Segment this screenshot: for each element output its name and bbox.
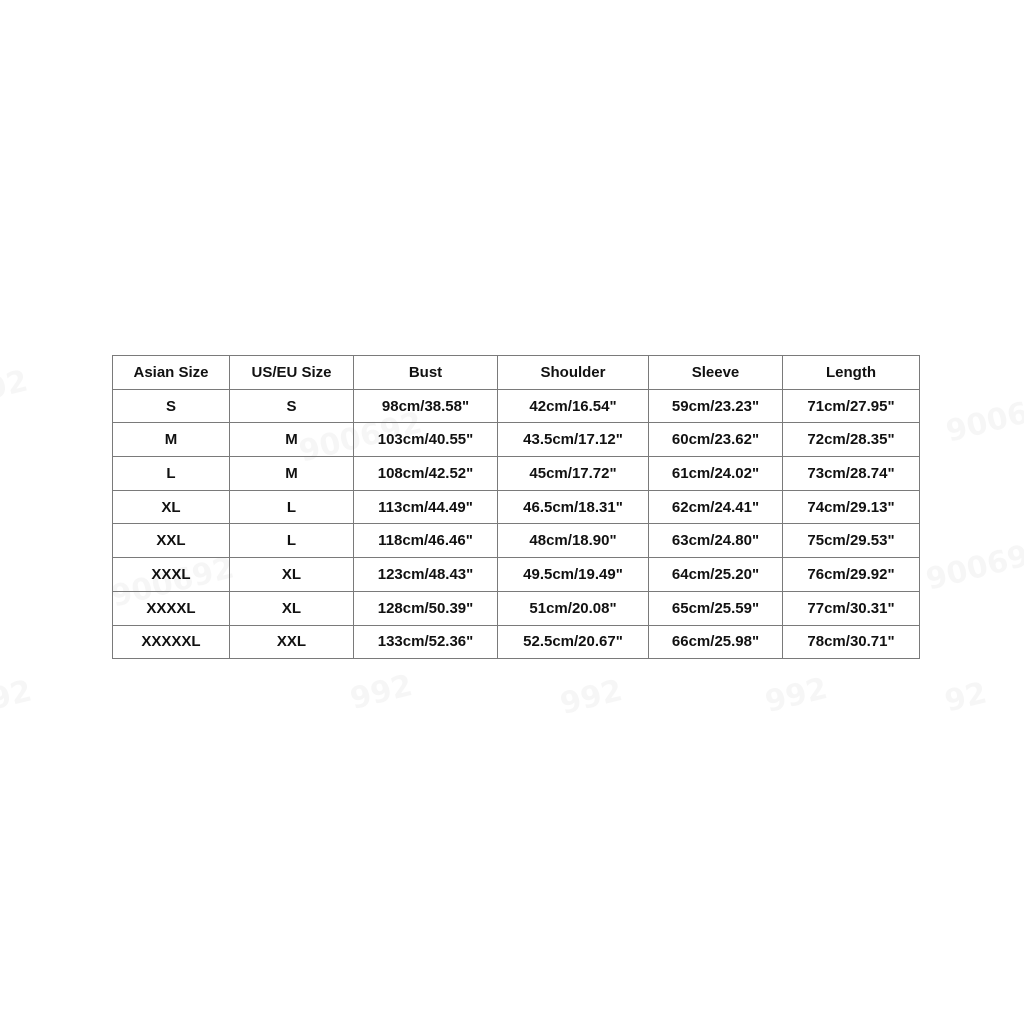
cell-sleeve: 63cm/24.80"	[649, 524, 783, 558]
cell-us-eu-size: S	[230, 389, 354, 423]
size-chart-table	[112, 355, 920, 659]
header-row	[113, 356, 920, 390]
header-bust: Bust	[354, 356, 498, 390]
cell-shoulder: 45cm/17.72"	[498, 457, 649, 491]
cell-us-eu-size: M	[230, 423, 354, 457]
cell-sleeve: 64cm/25.20"	[649, 558, 783, 592]
cell-bust: 98cm/38.58"	[354, 389, 498, 423]
cell-sleeve: 65cm/25.59"	[649, 591, 783, 625]
table-row	[113, 558, 920, 592]
cell-bust: 118cm/46.46"	[354, 524, 498, 558]
cell-shoulder: 43.5cm/17.12"	[498, 423, 649, 457]
table-row	[113, 524, 920, 558]
cell-shoulder: 49.5cm/19.49"	[498, 558, 649, 592]
table-row	[113, 457, 920, 491]
cell-shoulder: 51cm/20.08"	[498, 591, 649, 625]
watermark	[347, 668, 416, 717]
cell-length: 77cm/30.31"	[783, 591, 920, 625]
cell-us-eu-size: XXL	[230, 625, 354, 659]
watermark	[923, 533, 1024, 597]
cell-asian-size: S	[113, 389, 230, 423]
cell-asian-size: XL	[113, 490, 230, 524]
cell-asian-size: XXL	[113, 524, 230, 558]
cell-us-eu-size: L	[230, 524, 354, 558]
table-row	[113, 591, 920, 625]
cell-length: 75cm/29.53"	[783, 524, 920, 558]
cell-asian-size: XXXXXL	[113, 625, 230, 659]
cell-asian-size: XXXL	[113, 558, 230, 592]
cell-sleeve: 59cm/23.23"	[649, 389, 783, 423]
cell-shoulder: 52.5cm/20.67"	[498, 625, 649, 659]
cell-sleeve: 62cm/24.41"	[649, 490, 783, 524]
table-row	[113, 490, 920, 524]
cell-sleeve: 61cm/24.02"	[649, 457, 783, 491]
cell-us-eu-size: L	[230, 490, 354, 524]
header-shoulder: Shoulder	[498, 356, 649, 390]
cell-shoulder: 42cm/16.54"	[498, 389, 649, 423]
header-sleeve: Sleeve	[649, 356, 783, 390]
cell-sleeve: 60cm/23.62"	[649, 423, 783, 457]
cell-bust: 128cm/50.39"	[354, 591, 498, 625]
cell-asian-size: XXXXL	[113, 591, 230, 625]
watermark	[557, 673, 626, 722]
cell-asian-size: L	[113, 457, 230, 491]
table-row	[113, 389, 920, 423]
cell-length: 76cm/29.92"	[783, 558, 920, 592]
header-asian-size: Asian Size	[113, 356, 230, 390]
watermark	[762, 671, 831, 720]
cell-sleeve: 66cm/25.98"	[649, 625, 783, 659]
watermark	[0, 363, 31, 407]
cell-us-eu-size: XL	[230, 558, 354, 592]
cell-length: 74cm/29.13"	[783, 490, 920, 524]
table-row	[113, 423, 920, 457]
cell-bust: 123cm/48.43"	[354, 558, 498, 592]
watermark	[941, 675, 990, 719]
header-length: Length	[783, 356, 920, 390]
cell-us-eu-size: M	[230, 457, 354, 491]
table-row	[113, 625, 920, 659]
cell-bust: 113cm/44.49"	[354, 490, 498, 524]
cell-length: 72cm/28.35"	[783, 423, 920, 457]
cell-shoulder: 48cm/18.90"	[498, 524, 649, 558]
cell-shoulder: 46.5cm/18.31"	[498, 490, 649, 524]
cell-bust: 108cm/42.52"	[354, 457, 498, 491]
watermark	[0, 673, 35, 717]
cell-bust: 103cm/40.55"	[354, 423, 498, 457]
header-us-eu-size: US/EU Size	[230, 356, 354, 390]
cell-us-eu-size: XL	[230, 591, 354, 625]
cell-bust: 133cm/52.36"	[354, 625, 498, 659]
cell-length: 78cm/30.71"	[783, 625, 920, 659]
cell-length: 71cm/27.95"	[783, 389, 920, 423]
watermark	[943, 385, 1024, 449]
cell-length: 73cm/28.74"	[783, 457, 920, 491]
cell-asian-size: M	[113, 423, 230, 457]
